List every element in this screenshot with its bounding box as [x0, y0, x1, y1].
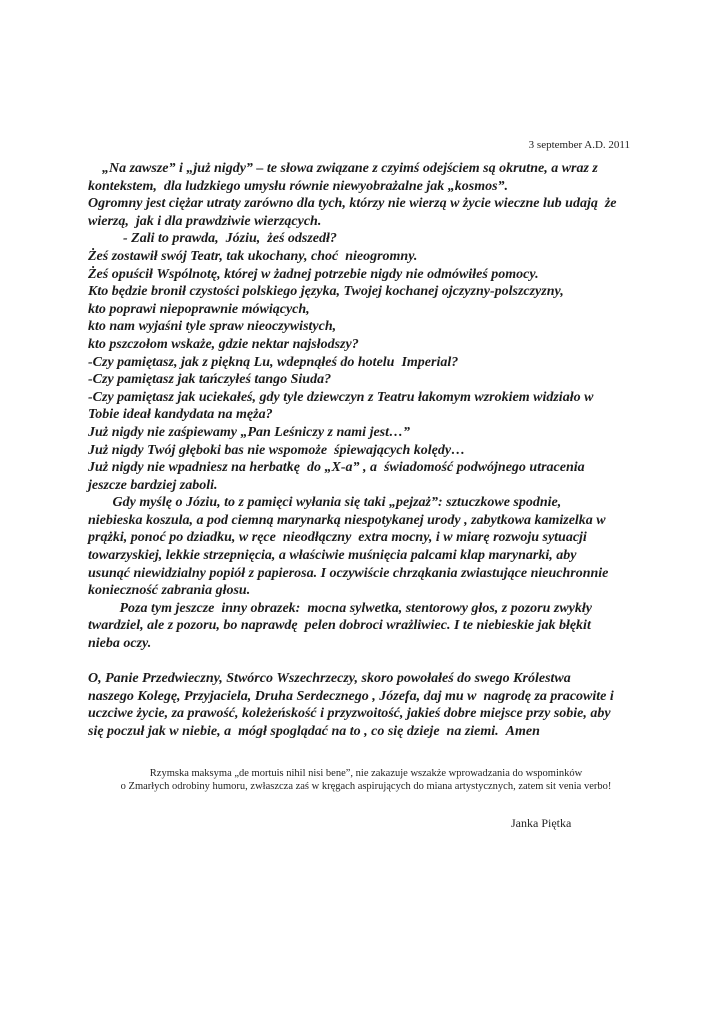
footnote: [86, 767, 646, 793]
text-line: Żeś opuścił Wspólnotę, której w żadnej potrzebie nigdy nie odmówiłeś pomocy.: [88, 266, 539, 282]
footnote-line: Rzymska maksyma „de mortuis nihil nisi bene”, nie zakazuje wszakże wprowadzania do wspominków: [149, 768, 583, 779]
text-line: kontekstem, dla ludzkiego umysłu równie niewyobrażalne jak „kosmos”.: [88, 178, 509, 194]
text-line: nieba oczy.: [88, 636, 152, 652]
text-line: niebieska koszula, a pod ciemną marynarką niespotykanej urody , zabytkowa kamizelka w: [88, 512, 606, 528]
text-line: -Czy pamiętasz, jak z piękną Lu, wdepnąłeś do hotelu Imperial?: [88, 354, 459, 370]
text-line: Gdy myślę o Józiu, to z pamięci wyłania się taki „pejzaż”: sztuczkowe spodnie,: [88, 495, 562, 511]
text-line: wierzą, jak i dla prawdziwie wierzących.: [88, 213, 322, 229]
text-line: Żeś zostawił swój Teatr, tak ukochany, choć nieogromny.: [88, 248, 418, 264]
text-line: usunąć niewidzialny popiół z papierosa. I oczywiście chrząkania zwiastujące nieuchronnie: [88, 565, 609, 581]
text-line: jeszcze bardziej zaboli.: [88, 477, 218, 493]
text-line: naszego Kolegę, Przyjaciela, Druha Serdecznego , Józefa, daj mu w nagrodę za pracowite i: [88, 688, 614, 704]
document-date: 3 september A.D. 2011: [528, 139, 630, 151]
text-line: kto nam wyjaśni tyle spraw nieoczywistych,: [88, 319, 337, 335]
text-line: kto pszczołom wskaże, gdzie nektar najsłodszy?: [88, 336, 359, 352]
text-line: -Czy pamiętasz jak tańczyłeś tango Siuda?: [88, 372, 332, 388]
text-line: Już nigdy nie zaśpiewamy „Pan Leśniczy z nami jest…”: [88, 424, 411, 440]
signature: Janka Piętka: [511, 816, 572, 830]
text-line: twardziel, ale z pozoru, bo naprawdę pelen dobroci wrażliwiec. I te niebieskie jak błękit: [88, 618, 591, 634]
text-line: Poza tym jeszcze inny obrazek: mocna sylwetka, stentorowy głos, z pozoru zwykły: [88, 600, 592, 616]
text-line: Już nigdy nie wpadniesz na herbatkę do „X-a” , a świadomość podwójnego utracenia: [88, 460, 585, 476]
text-line: O, Panie Przedwieczny, Stwórco Wszechrzeczy, skoro powołałeś do swego Królestwa: [88, 671, 571, 687]
text-line: Już nigdy Twój głęboki bas nie wspomoże śpiewających kolędy…: [88, 442, 466, 458]
text-line: Kto będzie bronił czystości polskiego języka, Twojej kochanej ojczyzny-polszczyzny,: [88, 284, 564, 300]
text-line: prążki, ponoć po dziadku, w ręce nieodłączny extra mocny, i w miarę rozwoju sytuacji: [88, 530, 587, 546]
text-line: Ogromny jest ciężar utraty zarówno dla tych, którzy nie wierzą w życie wieczne lub udają że: [88, 196, 617, 212]
text-line: się poczuł jak w niebie, a mógł spoglądać na to , co się dzieje na ziemi. Amen: [88, 724, 540, 739]
memorial-text: [88, 160, 648, 741]
text-line: -Czy pamiętasz jak uciekałeś, gdy tyle dziewczyn z Teatru łakomym wzrokiem widziało w: [88, 389, 594, 405]
paragraph-gap: [88, 653, 648, 671]
text-line: konieczność zabrania głosu.: [88, 583, 251, 599]
text-line: uczciwe życie, za prawość, koleżeńskość i przyzwoitość, jakieś dobre miejsce przy sobie, aby: [88, 706, 611, 722]
text-line: „Na zawsze” i „już nigdy” – te słowa związane z czyimś odejściem są okrutne, a wraz z: [88, 161, 598, 176]
text-line: Tobie ideał kandydata na męża?: [88, 407, 273, 423]
text-line: towarzyskiej, lekkie strzepnięcia, a właściwie muśnięcia palcami klap marynarki, aby: [88, 548, 577, 564]
text-line: kto poprawi niepoprawnie mówiących,: [88, 301, 310, 317]
footnote-line: o Zmarłych odrobiny humoru, zwłaszcza zaś w kręgach aspirujących do miana artystycznych, zatem sit venia verbo!: [120, 781, 612, 792]
text-line: - Zali to prawda, Józiu, żeś odszedł?: [88, 231, 337, 247]
